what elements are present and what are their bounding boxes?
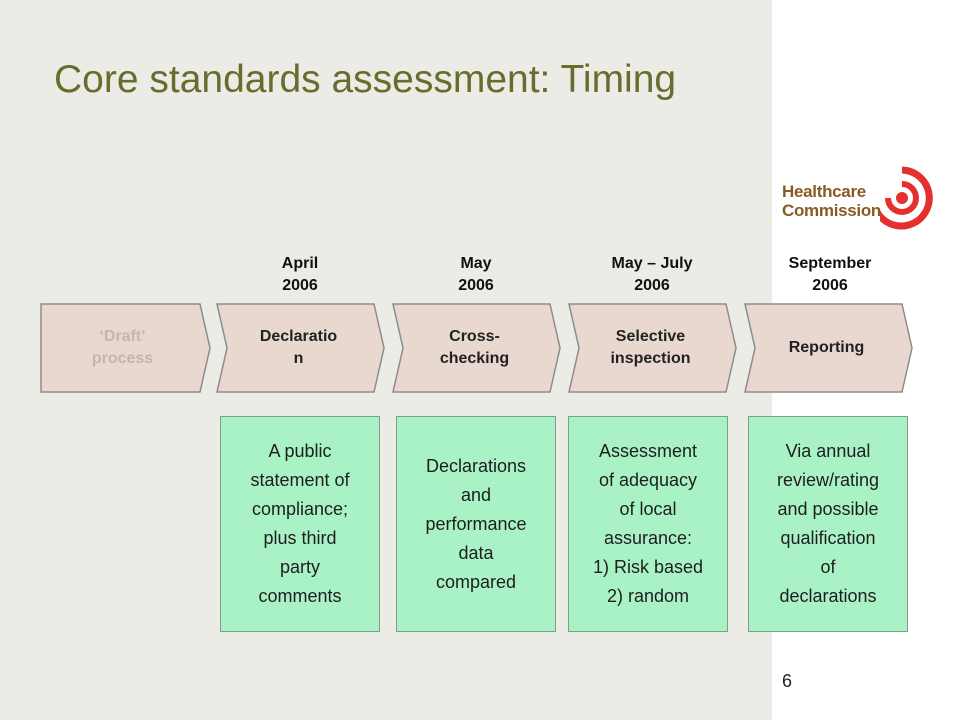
stage-cross-checking <box>392 303 567 393</box>
date-label: May – July 2006 <box>611 255 693 294</box>
slide-title: Core standards assessment: Timing <box>54 58 677 101</box>
description-text: Declarations and performance data compared <box>425 455 527 592</box>
stage-label <box>228 303 369 393</box>
date-may-2006 <box>406 253 546 297</box>
page-number: 6 <box>782 671 793 691</box>
stage-label <box>404 303 545 393</box>
stage-label-text: Selective inspection <box>610 328 691 367</box>
description-selective-inspection <box>568 416 728 632</box>
stage-declaration <box>216 303 391 393</box>
description-cross-checking <box>396 416 556 632</box>
description-declaration <box>220 416 380 632</box>
date-april-2006 <box>230 253 370 297</box>
logo-text-line1: Healthcare <box>782 182 866 201</box>
description-reporting <box>748 416 908 632</box>
logo-mark-icon <box>880 160 940 230</box>
stage-selective-inspection <box>568 303 743 393</box>
date-label: September 2006 <box>788 255 872 294</box>
stage-label-text: ‘Draft’ process <box>91 328 154 367</box>
stage-label <box>52 303 193 393</box>
date-label: April 2006 <box>281 255 319 294</box>
description-text: Via annual review/rating and possible qualification of declarations <box>776 441 880 606</box>
stage-reporting <box>744 303 919 393</box>
date-september-2006 <box>760 253 900 297</box>
stage-label <box>756 303 897 393</box>
stage-draft-process <box>40 303 215 393</box>
date-label: May 2006 <box>458 255 494 294</box>
logo-text-line2: Commission <box>782 201 882 220</box>
healthcare-commission-logo <box>780 158 940 228</box>
stage-label-text: Reporting <box>788 339 865 356</box>
date-may-july-2006 <box>582 253 722 297</box>
description-text: A public statement of compliance; plus third party comments <box>250 441 350 606</box>
stage-label <box>580 303 721 393</box>
stage-label-text: Declaratio n <box>259 328 338 367</box>
stage-label-text: Cross- checking <box>439 328 510 367</box>
description-text: Assessment of adequacy of local assurance: 1) Risk based 2) random <box>592 441 704 606</box>
